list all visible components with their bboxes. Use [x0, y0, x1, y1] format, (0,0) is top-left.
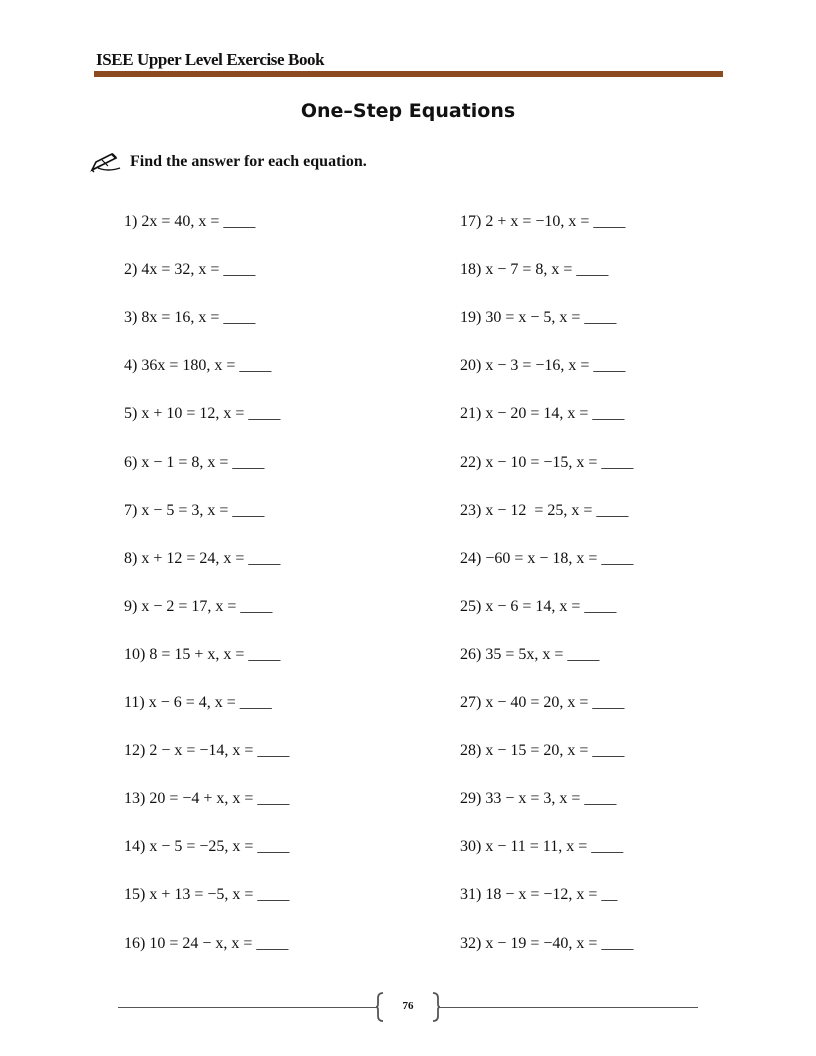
equation-item [124, 934, 288, 954]
equation-text: 33 − x = 3, x = ____ [485, 790, 617, 808]
equation-number: 9) [124, 597, 138, 615]
equation-number: 12) [124, 742, 146, 760]
equation-item [124, 212, 255, 232]
equation-item [460, 549, 633, 569]
footer-line-left [118, 1007, 376, 1008]
equation-text: 8x = 16, x = ____ [141, 309, 256, 327]
equation-item [124, 549, 280, 569]
equation-text: x − 5 = −25, x = ____ [149, 838, 290, 856]
equation-text: 30 = x − 5, x = ____ [485, 309, 617, 327]
equation-item [124, 260, 255, 280]
equation-number: 30) [460, 838, 482, 856]
equation-text: x − 20 = 14, x = ____ [485, 405, 625, 423]
pencil-icon [90, 150, 124, 174]
equation-number: 6) [124, 453, 138, 471]
equation-item [124, 645, 280, 665]
equation-item [460, 501, 628, 521]
equation-item [124, 356, 271, 376]
equation-item [124, 693, 272, 713]
equation-text: x − 3 = −16, x = ____ [485, 357, 626, 375]
equation-text: x − 1 = 8, x = ____ [141, 453, 265, 471]
equation-number: 14) [124, 838, 146, 856]
equation-number: 26) [460, 645, 482, 663]
equation-item [460, 597, 616, 617]
equation-number: 1) [124, 213, 138, 230]
page-title: One–Step Equations [300, 100, 516, 122]
equation-item [460, 404, 624, 424]
equation-number: 5) [124, 405, 138, 423]
equation-text: x − 19 = −40, x = ____ [485, 934, 634, 952]
equation-item [460, 741, 624, 761]
equation-number: 3) [124, 309, 138, 327]
equation-text: x − 6 = 4, x = ____ [148, 694, 272, 711]
equation-item [460, 260, 608, 280]
equation-item [124, 308, 255, 328]
equation-text: x − 6 = 14, x = ____ [485, 597, 617, 615]
footer-bracket-left [376, 992, 384, 1022]
equation-item [460, 837, 623, 857]
equation-text: x − 10 = −15, x = ____ [485, 453, 634, 471]
equation-text: 8 = 15 + x, x = ____ [149, 645, 281, 663]
equation-text: 18 − x = −12, x = __ [485, 886, 618, 904]
equation-text: 2 − x = −14, x = ____ [149, 742, 290, 760]
equation-item [460, 308, 616, 328]
equation-text: x + 10 = 12, x = ____ [141, 405, 281, 423]
equation-text: x − 15 = 20, x = ____ [485, 742, 625, 760]
equation-number: 24) [460, 549, 482, 567]
footer-bracket-right [432, 992, 440, 1022]
equation-item [460, 885, 617, 905]
equation-item [460, 356, 625, 376]
equation-text: 10 = 24 − x, x = ____ [149, 934, 289, 952]
instruction-text: Find the answer for each equation. [130, 153, 367, 170]
equation-item [124, 501, 264, 521]
equation-number: 23) [460, 501, 482, 519]
equation-text: x − 7 = 8, x = ____ [485, 261, 609, 279]
equation-number: 25) [460, 597, 482, 615]
equation-text: −60 = x − 18, x = ____ [485, 549, 634, 567]
equation-text: x − 12 = 25, x = ____ [485, 501, 629, 519]
equation-text: x − 40 = 20, x = ____ [485, 694, 625, 711]
equation-number: 32) [460, 934, 482, 952]
equation-number: 10) [124, 645, 146, 663]
equation-item [460, 693, 624, 713]
equation-item [460, 212, 625, 232]
equation-text: 35 = 5x, x = ____ [485, 645, 600, 663]
header-rule [94, 71, 723, 77]
equation-item [460, 789, 616, 809]
equation-number: 29) [460, 790, 482, 808]
equation-number: 27) [460, 694, 482, 711]
equation-number: 8) [124, 549, 138, 567]
equation-text: x + 13 = −5, x = ____ [149, 886, 290, 904]
equation-number: 21) [460, 405, 482, 423]
equation-item [124, 597, 272, 617]
equation-item [124, 885, 289, 905]
equation-text: 36x = 180, x = ____ [141, 357, 272, 375]
equation-number: 4) [124, 357, 138, 375]
equation-number: 31) [460, 886, 482, 904]
book-title: ISEE Upper Level Exercise Book [96, 50, 325, 69]
equation-item [124, 789, 289, 809]
footer-line-right [440, 1007, 698, 1008]
equation-number: 15) [124, 886, 146, 904]
equation-number: 19) [460, 309, 482, 327]
equation-number: 28) [460, 742, 482, 760]
equation-number: 18) [460, 261, 482, 279]
equation-number: 22) [460, 453, 482, 471]
equation-text: 2 + x = −10, x = ____ [485, 213, 626, 230]
equation-item [124, 453, 264, 473]
equation-text: 20 = −4 + x, x = ____ [149, 790, 290, 808]
equation-number: 20) [460, 357, 482, 375]
equation-number: 2) [124, 261, 138, 279]
equation-item [460, 453, 633, 473]
page-number: 76 [402, 1000, 414, 1012]
equation-number: 17) [460, 213, 482, 230]
equation-text: 4x = 32, x = ____ [141, 261, 256, 279]
equation-item [124, 741, 289, 761]
equation-text: x − 5 = 3, x = ____ [141, 501, 265, 519]
equation-number: 13) [124, 790, 146, 808]
equation-text: x + 12 = 24, x = ____ [141, 549, 281, 567]
equation-text: x − 11 = 11, x = ____ [485, 838, 624, 856]
equation-number: 16) [124, 934, 146, 952]
equation-text: 2x = 40, x = ____ [141, 213, 256, 230]
equation-item [124, 837, 289, 857]
equation-item [460, 645, 599, 665]
equation-text: x − 2 = 17, x = ____ [141, 597, 273, 615]
equation-number: 11) [124, 694, 145, 711]
equation-number: 7) [124, 501, 138, 519]
equation-item [124, 404, 280, 424]
instruction [90, 150, 367, 174]
equation-item [460, 934, 633, 954]
